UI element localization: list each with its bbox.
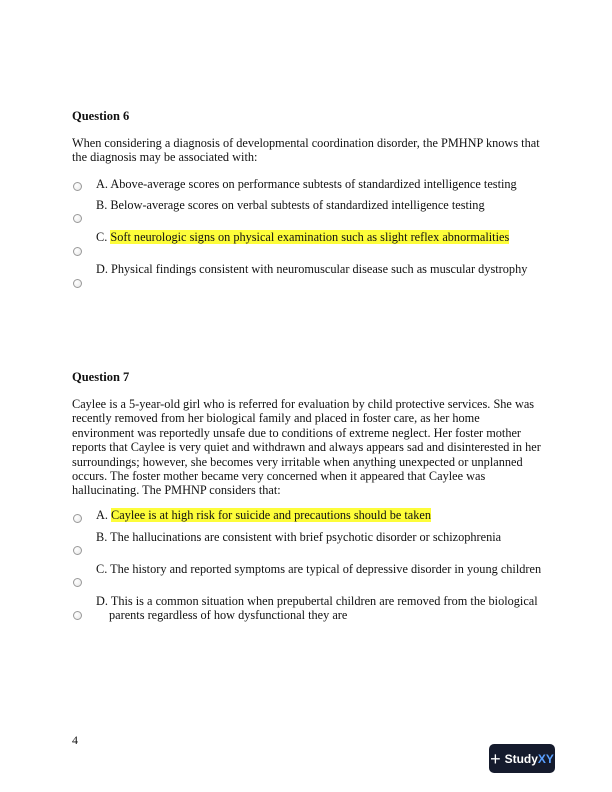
q7-option-a-radio[interactable] [73, 514, 82, 523]
q6-option-a-text: Above-average scores on performance subtests of standardized intelligence testing [110, 177, 517, 191]
plus-icon: + [490, 748, 501, 769]
q7-option-d-letter: D. [96, 594, 108, 608]
q6-option-a-radio[interactable] [73, 182, 82, 191]
q7-option-a-text-highlighted: Caylee is at high risk for suicide and precautions should be taken [111, 508, 432, 522]
q6-option-d-letter: D. [96, 262, 108, 276]
q7-option-c-radio[interactable] [73, 578, 82, 587]
q6-option-c-letter: C. [96, 230, 108, 244]
q6-option-b-text: Below-average scores on verbal subtests of standardized intelligence testing [110, 198, 485, 212]
logo-text-prefix: Study [504, 751, 538, 766]
q7-option-b [96, 530, 536, 544]
q6-option-d-radio[interactable] [73, 279, 82, 288]
q6-option-d [96, 262, 536, 276]
logo-text-suffix: XY [537, 751, 554, 766]
q7-option-b-text: The hallucinations are consistent with brief psychotic disorder or schizophrenia [110, 530, 502, 544]
q7-option-c-text: The history and reported symptoms are typical of depressive disorder in young children [110, 562, 542, 576]
q7-option-c-letter: C. [96, 562, 108, 576]
q7-option-c [96, 562, 542, 576]
q6-option-a [96, 177, 536, 191]
q7-option-b-letter: B. [96, 530, 108, 544]
q7-option-d-radio[interactable] [73, 611, 82, 620]
question-7-stem: Caylee is a 5-year-old girl who is referred for evaluation by child protective services. She was recently removed from her biological family and placed in foster care, as her home environment was reportedly unsafe due to conditions of extreme neglect. Her foster mother reports that Caylee is very quiet and withdrawn and always appears sad and disinterested in her surroundings; however, she becomes very irritable when anything unexpected or unplanned occurs. The foster mother became very concerned when it appeared that Caylee was hallucinating. The PMHNP considers that: [72, 397, 541, 498]
q6-option-b [96, 198, 536, 212]
question-6-stem: When considering a diagnosis of developmental coordination disorder, the PMHNP knows that the diagnosis may be associated with: [72, 136, 540, 165]
q7-option-a [96, 508, 536, 522]
q7-option-d-text: This is a common situation when prepubertal children are removed from the biological [110, 594, 538, 608]
q6-option-d-text: Physical findings consistent with neuromuscular disease such as muscular dystrophy [111, 262, 528, 276]
page-number: 4 [72, 733, 78, 747]
q6-option-a-letter: A. [96, 177, 108, 191]
q6-option-c-radio[interactable] [73, 247, 82, 256]
q6-option-c [96, 230, 536, 244]
q7-option-d [96, 594, 536, 623]
q7-option-d-text-continued: parents regardless of how dysfunctional they are [109, 608, 348, 623]
studyxy-logo[interactable] [489, 744, 555, 773]
q7-option-b-radio[interactable] [73, 546, 82, 555]
q7-option-a-letter: A. [96, 508, 108, 522]
q6-option-b-radio[interactable] [73, 214, 82, 223]
question-6-heading: Question 6 [72, 109, 130, 123]
q6-option-b-letter: B. [96, 198, 108, 212]
q6-option-c-text-highlighted: Soft neurologic signs on physical examination such as slight reflex abnormalities [110, 230, 510, 244]
question-7-heading: Question 7 [72, 370, 130, 384]
